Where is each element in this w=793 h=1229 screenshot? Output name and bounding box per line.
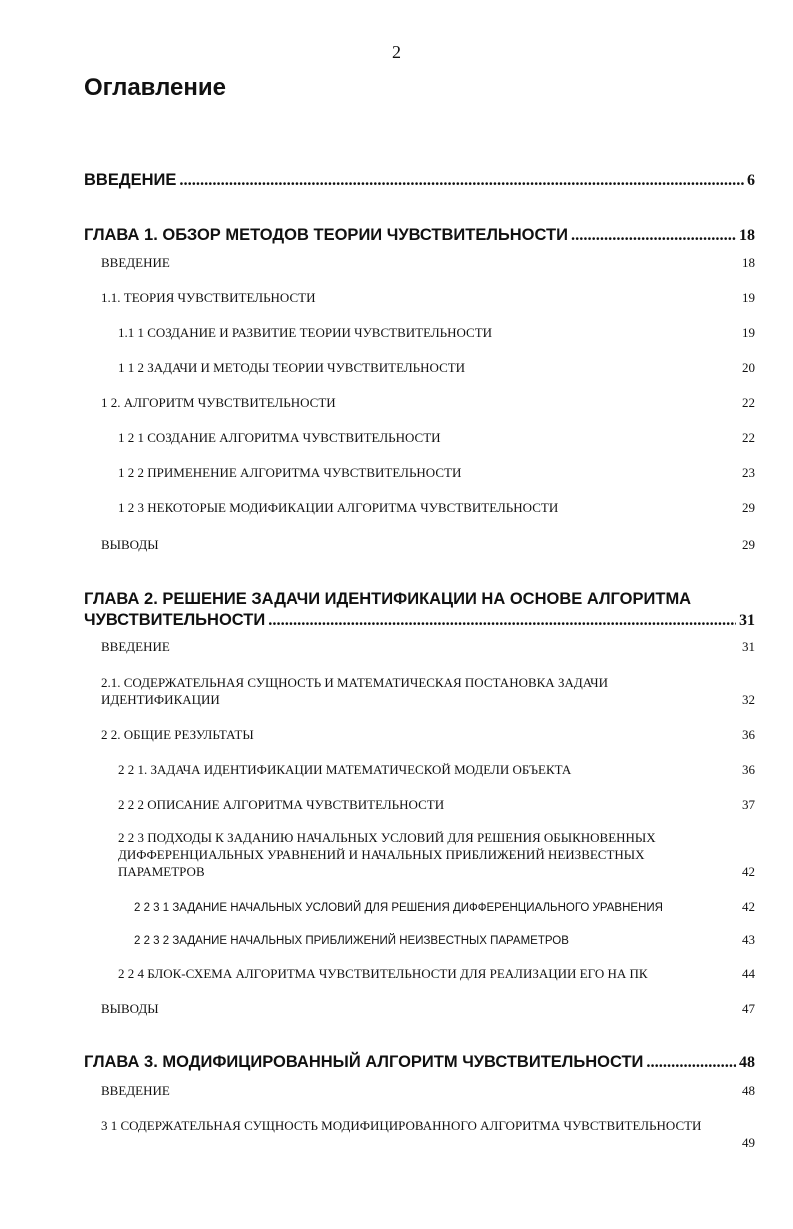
toc-entry-title: 2 2 3 1 ЗАДАНИЕ НАЧАЛЬНЫХ УСЛОВИЙ ДЛЯ РЕШЕНИЯ ДИФФЕРЕНЦИАЛЬНОГО УРАВНЕНИЯ (134, 902, 663, 914)
toc-entry-page: 23 (742, 465, 755, 480)
toc-entry-page: 6 (747, 172, 755, 189)
toc-entry-page: 22 (742, 430, 755, 445)
toc-entry-page: 36 (742, 762, 755, 777)
toc-item[interactable] (101, 639, 755, 655)
toc-entry-title: 2 2 1. ЗАДАЧА ИДЕНТИФИКАЦИИ МАТЕМАТИЧЕСКОЙ МОДЕЛИ ОБЪЕКТА (118, 762, 572, 777)
toc-entry-title: ВВЕДЕНИЕ (101, 1083, 170, 1098)
toc-entry-title: 1 1 2 ЗАДАЧИ И МЕТОДЫ ТЕОРИИ ЧУВСТВИТЕЛЬНОСТИ (118, 360, 466, 375)
toc-entry-title-line: 2 2 3 ПОДХОДЫ К ЗАДАНИЮ НАЧАЛЬНЫХ УСЛОВИЙ ДЛЯ РЕШЕНИЯ ОБЫКНОВЕННЫХ (118, 830, 656, 845)
toc-entry-page: 31 (739, 612, 755, 629)
toc-item[interactable] (118, 325, 755, 341)
toc-entry-title-line: 2.1. СОДЕРЖАТЕЛЬНАЯ СУЩНОСТЬ И МАТЕМАТИЧЕСКАЯ ПОСТАНОВКА ЗАДАЧИ (101, 675, 608, 690)
toc-entry-page: 47 (742, 1001, 755, 1016)
toc-entry-title-line: ПАРАМЕТРОВ (118, 864, 205, 879)
toc-chapter-2[interactable] (84, 588, 755, 630)
toc-entry-title: 1 2. АЛГОРИТМ ЧУВСТВИТЕЛЬНОСТИ (101, 395, 336, 410)
toc-item[interactable] (134, 932, 755, 948)
toc-entry-intro[interactable] (84, 170, 755, 190)
toc-item[interactable] (101, 255, 755, 271)
toc-entry-title: 1 2 2 ПРИМЕНЕНИЕ АЛГОРИТМА ЧУВСТВИТЕЛЬНОСТИ (118, 465, 462, 480)
toc-entry-title: 1.1 1 СОЗДАНИЕ И РАЗВИТИЕ ТЕОРИИ ЧУВСТВИТЕЛЬНОСТИ (118, 325, 493, 340)
toc-entry-page: 31 (742, 639, 755, 654)
toc-item[interactable] (118, 360, 755, 376)
toc-leader (179, 170, 744, 190)
toc-entry-page: 18 (742, 255, 755, 270)
page-title: Оглавление (84, 74, 226, 101)
toc-entry-title: 1.1. ТЕОРИЯ ЧУВСТВИТЕЛЬНОСТИ (101, 290, 316, 305)
toc-leader (646, 1052, 736, 1072)
toc-item[interactable] (101, 537, 755, 553)
toc-entry-title-line: ГЛАВА 2. РЕШЕНИЕ ЗАДАЧИ ИДЕНТИФИКАЦИИ НА ОСНОВЕ АЛГОРИТМА (84, 590, 692, 608)
toc-item[interactable] (118, 966, 755, 982)
toc-entry-title: ВВЕДЕНИЕ (101, 639, 170, 654)
toc-entry-title: 2 2 3 2 ЗАДАНИЕ НАЧАЛЬНЫХ ПРИБЛИЖЕНИЙ НЕИЗВЕСТНЫХ ПАРАМЕТРОВ (134, 935, 569, 947)
toc-entry-title: ВЫВОДЫ (101, 537, 159, 552)
toc-entry-page: 42 (742, 899, 755, 914)
toc-chapter-3[interactable] (84, 1052, 755, 1072)
toc-entry-page: 37 (742, 797, 755, 812)
toc-item[interactable] (101, 674, 755, 708)
toc-entry-page: 44 (742, 966, 755, 981)
toc-item[interactable] (118, 762, 755, 778)
toc-entry-page: 29 (742, 500, 755, 515)
toc-entry-title: 2 2 2 ОПИСАНИЕ АЛГОРИТМА ЧУВСТВИТЕЛЬНОСТИ (118, 797, 445, 812)
page-number: 2 (392, 42, 401, 62)
toc-entry-title: 1 2 3 НЕКОТОРЫЕ МОДИФИКАЦИИ АЛГОРИТМА ЧУВСТВИТЕЛЬНОСТИ (118, 500, 559, 515)
toc-entry-page: 48 (739, 1054, 755, 1071)
toc-entry-page: 19 (742, 325, 755, 340)
toc-item[interactable] (101, 395, 755, 411)
toc-entry-page: 49 (742, 1135, 755, 1150)
toc-entry-page: 22 (742, 395, 755, 410)
toc-chapter-1[interactable] (84, 225, 755, 245)
toc-entry-page: 43 (742, 932, 755, 947)
toc-entry-page: 32 (742, 692, 755, 707)
toc-entry-title: 1 2 1 СОЗДАНИЕ АЛГОРИТМА ЧУВСТВИТЕЛЬНОСТИ (118, 430, 441, 445)
toc-entry-title: 3 1 СОДЕРЖАТЕЛЬНАЯ СУЩНОСТЬ МОДИФИЦИРОВАННОГО АЛГОРИТМА ЧУВСТВИТЕЛЬНОСТИ (101, 1118, 702, 1133)
toc-entry-title: ГЛАВА 1. ОБЗОР МЕТОДОВ ТЕОРИИ ЧУВСТВИТЕЛЬНОСТИ (84, 226, 568, 244)
toc-entry-page: 19 (742, 290, 755, 305)
toc-entry-page: 20 (742, 360, 755, 375)
toc-item[interactable] (134, 899, 755, 915)
toc-entry-title: ВВЕДЕНИЕ (101, 255, 170, 270)
toc-entry-page: 29 (742, 537, 755, 552)
toc-entry-title: 2 2 4 БЛОК-СХЕМА АЛГОРИТМА ЧУВСТВИТЕЛЬНОСТИ ДЛЯ РЕАЛИЗАЦИИ ЕГО НА ПК (118, 966, 648, 981)
toc-entry-title: ГЛАВА 3. МОДИФИЦИРОВАННЫЙ АЛГОРИТМ ЧУВСТВИТЕЛЬНОСТИ (84, 1053, 644, 1071)
toc-entry-title-line: ДИФФЕРЕНЦИАЛЬНЫХ УРАВНЕНИЙ И НАЧАЛЬНЫХ ПРИБЛИЖЕНИЙ НЕИЗВЕСТНЫХ (118, 847, 645, 862)
toc-entry-title-line: ИДЕНТИФИКАЦИИ (101, 692, 220, 707)
toc-item[interactable] (101, 1117, 755, 1151)
toc-item[interactable] (101, 290, 755, 306)
toc-entry-page: 18 (739, 227, 755, 244)
toc-item[interactable] (118, 829, 755, 880)
toc-item[interactable] (118, 500, 755, 516)
toc-entry-page: 48 (742, 1083, 755, 1098)
toc-leader (268, 610, 736, 630)
toc-item[interactable] (118, 430, 755, 446)
toc-entry-title: ВВЕДЕНИЕ (84, 171, 177, 189)
toc-item[interactable] (101, 1083, 755, 1099)
toc-item[interactable] (118, 797, 755, 813)
toc-item[interactable] (101, 1001, 755, 1017)
toc-item[interactable] (118, 465, 755, 481)
toc-entry-title: 2 2. ОБЩИЕ РЕЗУЛЬТАТЫ (101, 727, 254, 742)
toc-entry-title: ВЫВОДЫ (101, 1001, 159, 1016)
toc-entry-page: 36 (742, 727, 755, 742)
toc-item[interactable] (101, 727, 755, 743)
toc-leader (571, 225, 736, 245)
toc-entry-title-line: ЧУВСТВИТЕЛЬНОСТИ (84, 611, 266, 629)
toc-entry-page: 42 (742, 864, 755, 879)
